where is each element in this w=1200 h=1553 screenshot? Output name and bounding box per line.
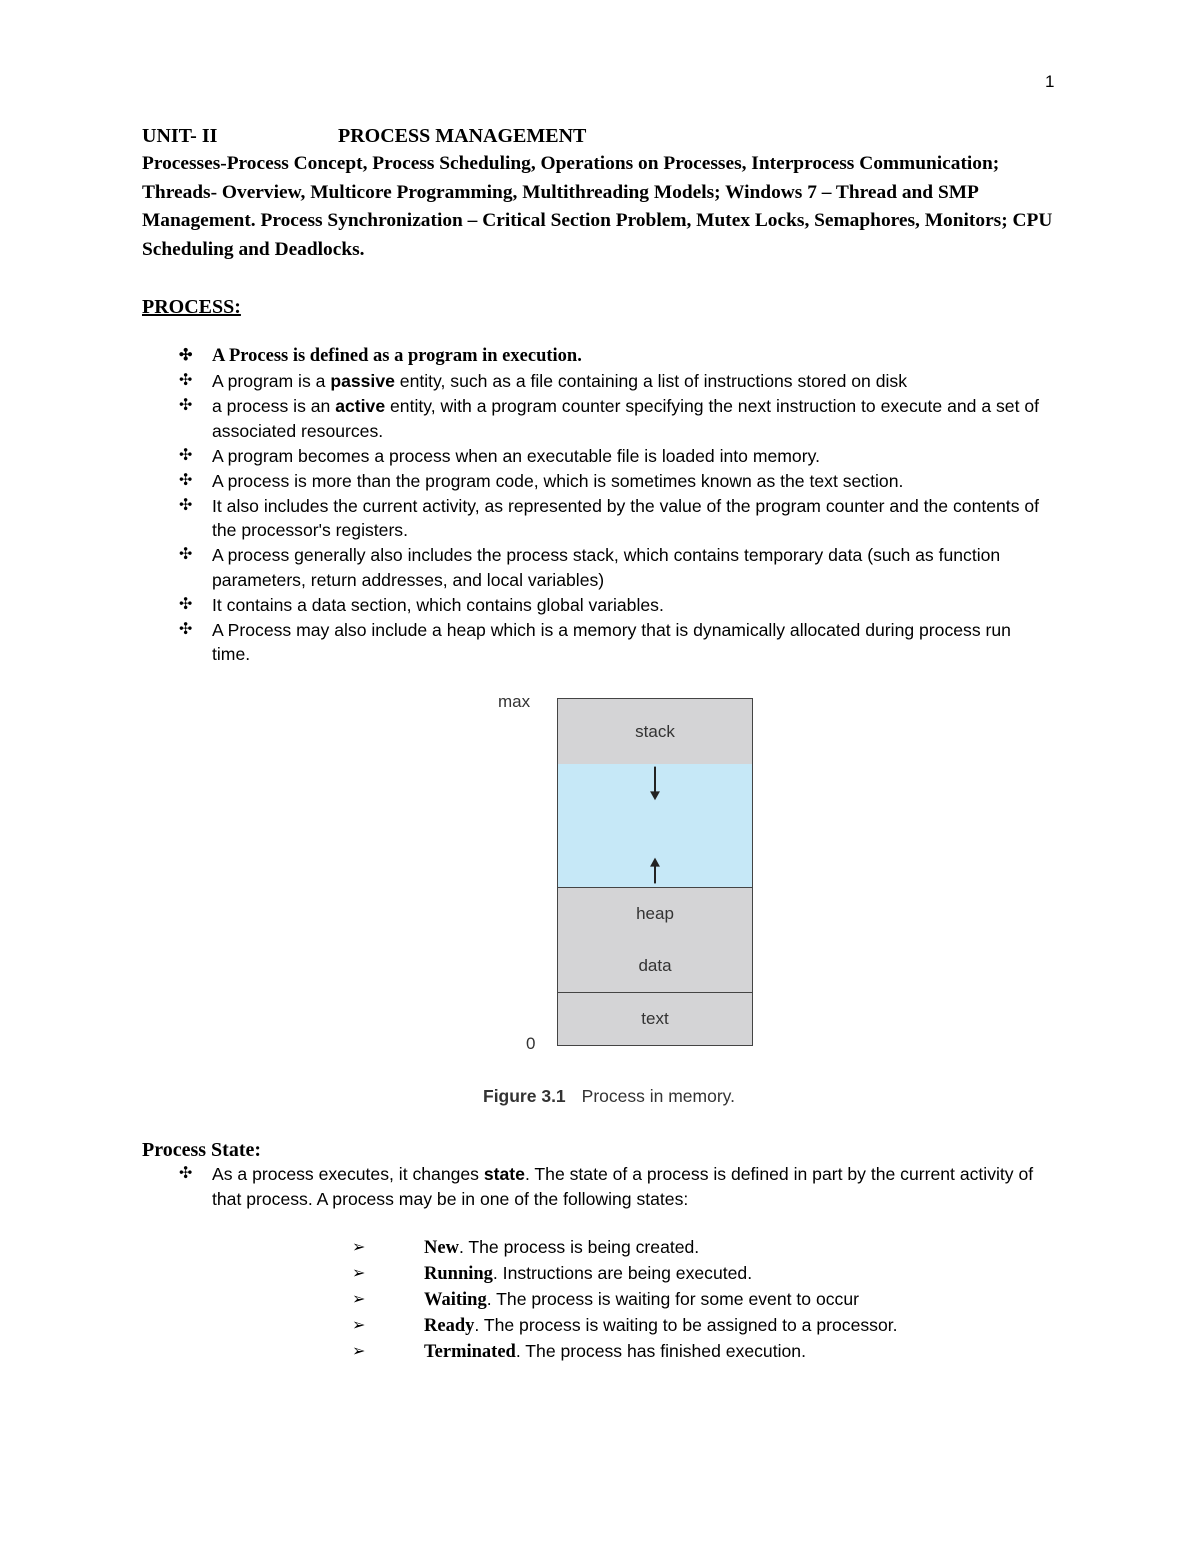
list-item: ➢ Ready. The process is waiting to be assigned to a processor.: [352, 1315, 898, 1336]
list-item: ➢ New. The process is being created.: [352, 1237, 700, 1258]
process-state-intro-list: [142, 1162, 1042, 1212]
figure-number: Figure 3.1: [483, 1086, 566, 1106]
list-item: ➢ Terminated. The process has finished execution.: [352, 1341, 806, 1362]
list-item: ✣ A process is more than the program code, which is sometimes known as the text section.: [179, 470, 904, 491]
diamond-bullet-icon: ✣: [179, 446, 193, 464]
list-item: ✣ A Process may also include a heap which is a memory that is dynamically allocated during process run time.: [179, 619, 1011, 664]
max-label: max: [498, 692, 531, 711]
list-item: ➢ Waiting. The process is waiting for some event to occur: [352, 1289, 859, 1310]
diamond-bullet-icon: ✣: [179, 496, 193, 514]
diamond-bullet-icon: ✣: [179, 347, 193, 364]
list-item: ✣ As a process executes, it changes state. The state of a process is defined in part by the current activity of that process. A process may be in one of the following states:: [179, 1164, 1034, 1209]
figure-caption: [483, 1086, 735, 1107]
syllabus-paragraph: Processes-Process Concept, Process Scheduling, Operations on Processes, Interprocess Communication; Threads- Overview, Multicore Programming, Multithreading Models; Windows 7 – Thread and SMP Management. Process Synchronization – Critical Section Problem, Mutex Locks, Semaphores, Monitors; CPU Scheduling and Deadlocks.: [142, 153, 1053, 260]
unit-title: PROCESS MANAGEMENT: [338, 125, 587, 147]
text-segment: text: [557, 992, 753, 1046]
arrowhead-bullet-icon: ➢: [352, 1317, 366, 1334]
process-state-heading: Process State:: [142, 1139, 262, 1161]
list-item: ✣ A Process is defined as a program in execution.: [179, 346, 582, 366]
diamond-bullet-icon: ✣: [179, 546, 193, 563]
free-memory-segment: [557, 764, 753, 888]
stack-segment: stack: [557, 698, 753, 765]
list-item: ➢ Running. Instructions are being executed.: [352, 1263, 753, 1284]
heap-segment: heap: [557, 887, 753, 940]
list-item: ✣ a process is an active entity, with a program counter specifying the next instruction to execute and a set of associated resources.: [179, 396, 1040, 441]
data-segment: data: [557, 939, 753, 993]
process-memory-figure: [495, 690, 785, 1110]
diamond-bullet-icon: ✣: [179, 595, 193, 613]
unit-title-line: [142, 125, 586, 148]
arrowhead-bullet-icon: ➢: [352, 1239, 366, 1256]
diamond-bullet-icon: ✣: [179, 372, 193, 389]
unit-label: UNIT- II: [142, 125, 218, 147]
diamond-bullet-icon: ✣: [179, 397, 193, 414]
list-item: ✣ It also includes the current activity, as represented by the value of the program counter and the contents of the processor's registers.: [179, 495, 1040, 540]
list-item: ✣ A program becomes a process when an executable file is loaded into memory.: [179, 445, 820, 466]
page-number: 1: [1045, 72, 1055, 91]
arrowhead-bullet-icon: ➢: [352, 1265, 366, 1282]
list-item: ✣ A program is a passive entity, such as a file containing a list of instructions stored on disk: [179, 371, 907, 391]
arrowhead-bullet-icon: ➢: [352, 1291, 366, 1308]
growth-arrows-icon: [558, 764, 752, 888]
figure-caption-text: Process in memory.: [581, 1086, 735, 1106]
process-states-list: [352, 1235, 898, 1365]
diamond-bullet-icon: ✣: [179, 620, 193, 638]
zero-label: 0: [526, 1034, 536, 1053]
process-heading: PROCESS:: [142, 296, 241, 318]
list-item: ✣ A process generally also includes the process stack, which contains temporary data (such as function parameters, return addresses, and local variables): [179, 545, 1001, 590]
diamond-bullet-icon: ✣: [179, 1165, 193, 1182]
process-bullet-list: [142, 344, 1042, 667]
diamond-bullet-icon: ✣: [179, 471, 193, 489]
list-item: ✣ It contains a data section, which contains global variables.: [179, 594, 664, 615]
arrowhead-bullet-icon: ➢: [352, 1343, 366, 1360]
